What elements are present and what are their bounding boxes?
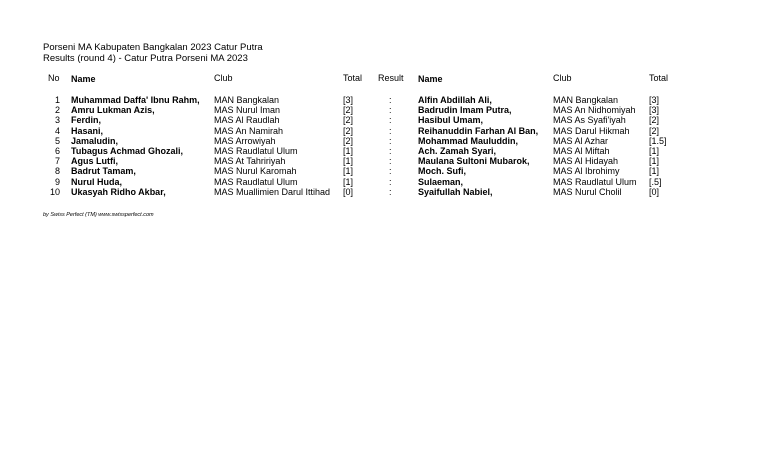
table-row <box>0 166 768 176</box>
player-total-black: [1] <box>649 145 660 156</box>
player-total-white: [1] <box>343 166 354 177</box>
player-total-black: [.5] <box>649 176 662 187</box>
table-row <box>0 187 768 197</box>
player-name-white: Ferdin, <box>71 115 102 126</box>
player-total-white: [2] <box>343 115 354 126</box>
col-club-2: Club <box>553 73 572 83</box>
player-total-black: [2] <box>649 125 660 136</box>
board-number: 5 <box>54 135 60 146</box>
board-number: 9 <box>54 176 60 187</box>
game-result: : <box>389 186 392 197</box>
player-club-white: MAS Raudlatul Ulum <box>214 145 298 156</box>
player-club-white: MAS Nurul Karomah <box>214 166 297 177</box>
player-name-black: Syaifullah Nabiel, <box>418 186 493 197</box>
player-club-white: MAS Raudlatul Ulum <box>214 176 298 187</box>
board-number: 3 <box>54 115 60 126</box>
game-result: : <box>389 95 392 105</box>
software-credit: by Swiss Perfect (TM) www.swissperfect.com <box>43 212 154 218</box>
table-row <box>0 146 768 156</box>
col-club: Club <box>214 73 233 83</box>
col-result: Result <box>378 73 404 83</box>
player-total-white: [1] <box>343 176 354 187</box>
table-row <box>0 126 768 136</box>
game-result: : <box>389 176 392 187</box>
player-total-white: [3] <box>343 95 354 105</box>
player-name-white: Muhammad Daffa' Ibnu Rahm, <box>71 95 200 105</box>
player-total-black: [1] <box>649 166 660 177</box>
report-subtitle: Results (round 4) - Catur Putra Porseni MA 2023 <box>43 53 248 64</box>
table-row <box>0 177 768 187</box>
player-name-black: Ach. Zamah Syari, <box>418 145 497 156</box>
col-name-2: Name <box>418 74 443 84</box>
player-name-white: Badrut Tamam, <box>71 166 136 177</box>
player-club-black: MAS Al Miftah <box>553 145 610 156</box>
game-result: : <box>389 145 392 156</box>
board-number: 10 <box>49 186 60 197</box>
player-total-black: [0] <box>649 186 660 197</box>
player-total-black: [2] <box>649 115 660 126</box>
board-number: 7 <box>54 156 60 167</box>
player-name-black: Hasibul Umam, <box>418 115 484 126</box>
player-club-white: MAS Arrowiyah <box>214 135 276 146</box>
report-title: Porseni MA Kabupaten Bangkalan 2023 Catur Putra <box>43 42 263 53</box>
game-result: : <box>389 105 392 116</box>
player-club-black: MAS Darul Hikmah <box>553 125 630 136</box>
board-number: 8 <box>54 166 60 177</box>
player-name-white: Nurul Huda, <box>71 176 122 187</box>
board-number: 2 <box>54 105 60 116</box>
player-club-white: MAS Al Raudlah <box>214 115 280 126</box>
player-name-black: Alfin Abdillah Ali, <box>418 95 492 105</box>
player-total-black: [3] <box>649 105 660 116</box>
table-row <box>0 136 768 146</box>
player-name-white: Agus Lutfi, <box>71 156 118 167</box>
player-total-white: [1] <box>343 145 354 156</box>
player-name-black: Sulaeman, <box>418 176 464 187</box>
player-club-white: MAS Nurul Iman <box>214 105 281 116</box>
player-club-black: MAS As Syafi'iyah <box>553 115 626 126</box>
player-total-white: [2] <box>343 105 354 116</box>
col-total: Total <box>343 73 363 83</box>
player-club-black: MAS Al Azhar <box>553 135 609 146</box>
player-club-white: MAS An Namirah <box>214 125 284 136</box>
col-name: Name <box>71 74 96 84</box>
player-total-black: [1] <box>649 156 660 167</box>
player-name-white: Ukasyah Ridho Akbar, <box>71 186 166 197</box>
player-club-black: MAS An Nidhomiyah <box>553 105 636 116</box>
player-club-black: MAS Raudlatul Ulum <box>553 176 637 187</box>
player-club-black: MAS Al Hidayah <box>553 156 619 167</box>
table-row <box>0 105 768 115</box>
player-name-white: Hasani, <box>71 125 104 136</box>
table-row <box>0 95 768 105</box>
player-name-black: Mohammad Mauluddin, <box>418 135 518 146</box>
game-result: : <box>389 125 392 136</box>
report-header <box>43 42 263 64</box>
player-name-black: Moch. Sufi, <box>418 166 466 177</box>
player-club-black: MAN Bangkalan <box>553 95 619 105</box>
player-name-white: Tubagus Achmad Ghozali, <box>71 145 184 156</box>
player-name-black: Maulana Sultoni Mubarok, <box>418 156 530 167</box>
player-name-black: Reihanuddin Farhan Al Ban, <box>418 125 539 136</box>
player-name-black: Badrudin Imam Putra, <box>418 105 512 116</box>
player-club-white: MAS At Tahririyah <box>214 156 286 167</box>
game-result: : <box>389 135 392 146</box>
col-total-2: Total <box>649 73 669 83</box>
game-result: : <box>389 115 392 126</box>
game-result: : <box>389 156 392 167</box>
game-result: : <box>389 166 392 177</box>
board-number: 6 <box>54 145 60 156</box>
player-name-white: Jamaludin, <box>71 135 119 146</box>
player-total-black: [1.5] <box>649 135 667 146</box>
player-name-white: Amru Lukman Azis, <box>71 105 155 116</box>
board-number: 4 <box>54 125 60 136</box>
player-total-white: [1] <box>343 156 354 167</box>
col-no: No <box>48 73 60 83</box>
player-club-black: MAS Al Ibrohimy <box>553 166 620 177</box>
player-club-black: MAS Nurul Cholil <box>553 186 622 197</box>
player-club-white: MAN Bangkalan <box>214 95 280 105</box>
player-total-white: [0] <box>343 186 354 197</box>
results-table <box>0 95 768 197</box>
table-row <box>0 115 768 125</box>
player-total-white: [2] <box>343 135 354 146</box>
player-total-black: [3] <box>649 95 660 105</box>
player-total-white: [2] <box>343 125 354 136</box>
player-club-white: MAS Muallimien Darul Ittihad <box>214 186 331 197</box>
table-row <box>0 156 768 166</box>
board-number: 1 <box>54 95 60 105</box>
